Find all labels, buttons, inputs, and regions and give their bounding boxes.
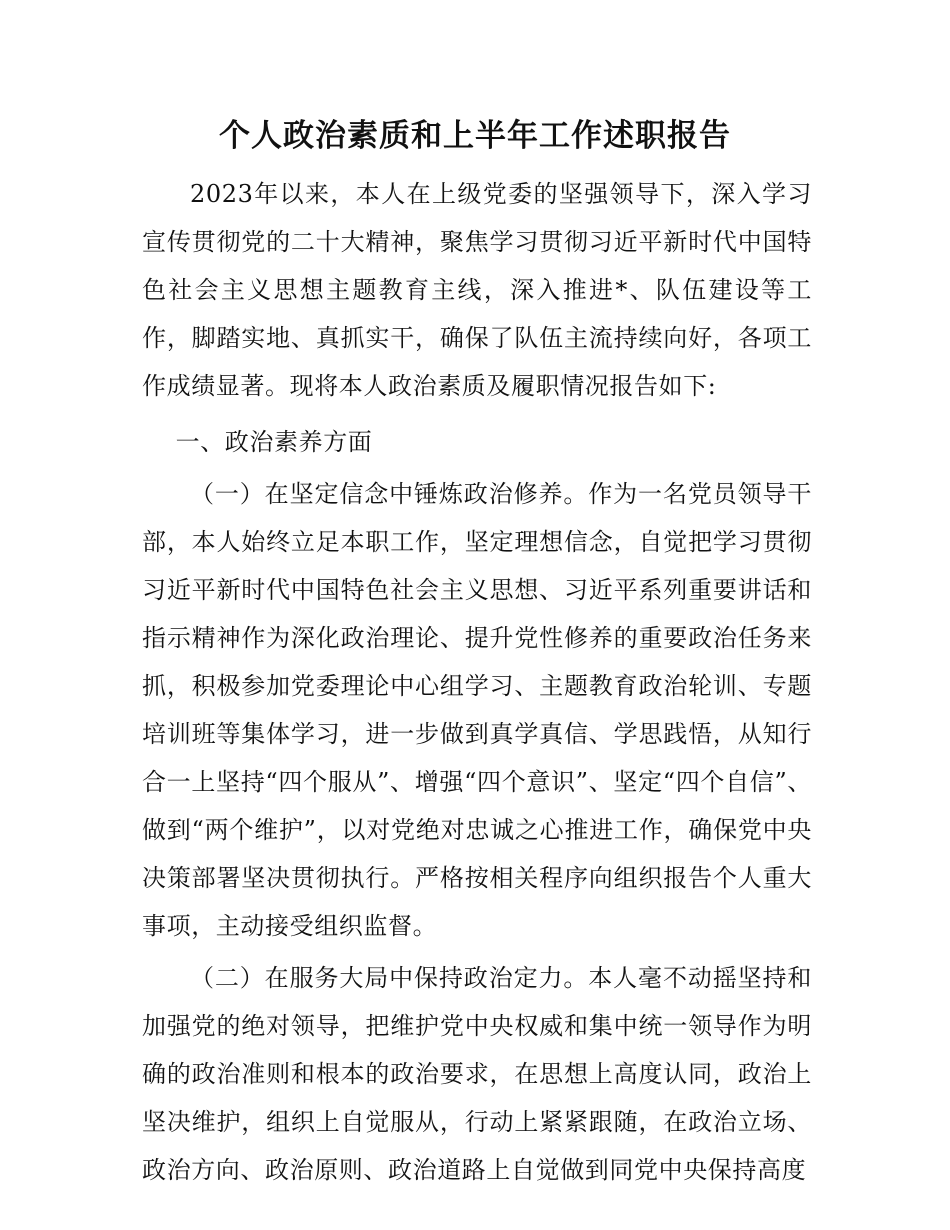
intro-paragraph: 2023年以来，本人在上级党委的坚强领导下，深入学习宣传贯彻党的二十大精神，聚焦学习贯彻习近平新时代中国特色社会主义思想主题教育主线，深入推进*、队伍建设等工作，脚踏实地、真抓实干，确保了队伍主流持续向好，各项工作成绩显著。现将本人政治素质及履职情况报告如下: (142, 180, 812, 400)
document-body (142, 170, 812, 1194)
section-heading: 一、政治素养方面 (175, 428, 373, 456)
paragraph-1: （一）在坚定信念中锤炼政治修养。作为一名党员领导干部，本人始终立足本职工作，坚定理想信念，自觉把学习贯彻习近平新时代中国特色社会主义思想、习近平系列重要讲话和指示精神作为深化政治理论、提升党性修养的重要政治任务来抓，积极参加党委理论中心组学习、主题教育政治轮训、专题培训班等集体学习，进一步做到真学真信、学思践悟，从知行合一上坚持“四个服从”、增强“四个意识”、坚定“四个自信”、做到“两个维护”，以对党绝对忠诚之心推进工作，确保党中央决策部署坚决贯彻执行。严格按相关程序向组织报告个人重大事项，主动接受组织监督。 (142, 480, 812, 940)
document-title: 个人政治素质和上半年工作述职报告 (219, 118, 731, 154)
paragraph-2: （二）在服务大局中保持政治定力。本人毫不动摇坚持和加强党的绝对领导，把维护党中央权威和集中统一领导作为明确的政治准则和根本的政治要求，在思想上高度认同，政治上坚决维护，组织上自觉服从，行动上紧紧跟随，在政治立场、政治方向、政治原则、政治道路上自觉做到同党中央保持高度 (142, 964, 812, 1184)
